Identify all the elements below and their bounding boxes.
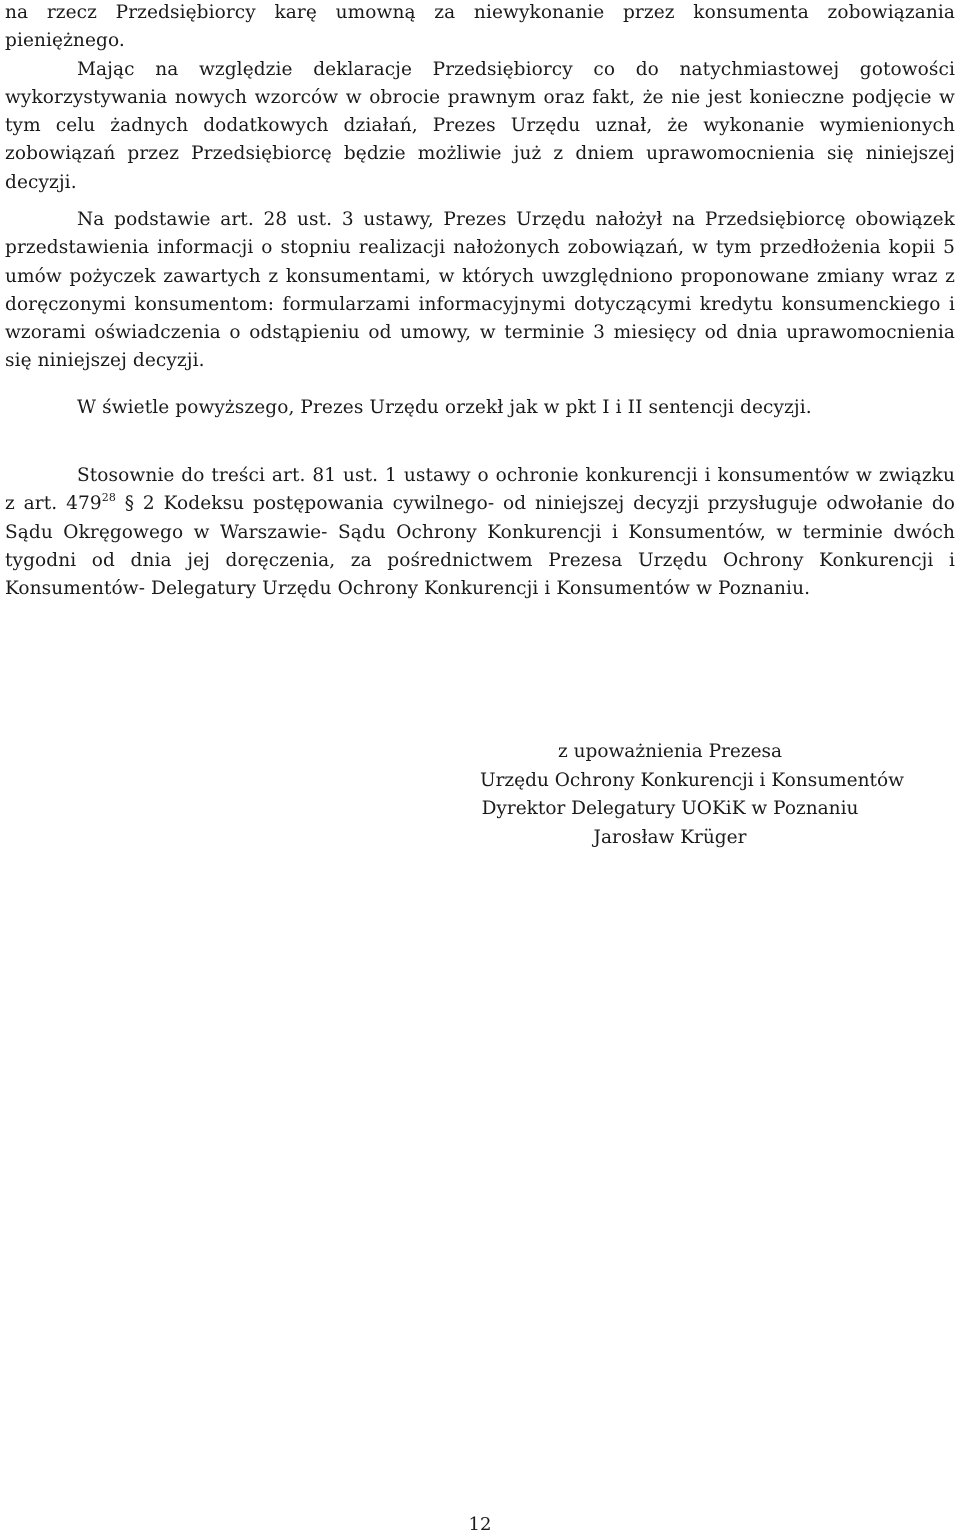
signature-office: Urzędu Ochrony Konkurencji i Konsumentów <box>480 769 904 791</box>
paragraph-2-text: Na podstawie art. 28 ust. 3 ustawy, Prezes Urzędu nałożył na Przedsiębiorcę obowiązek przedstawienia informacji o stopniu realizacji nałożonych zobowiązań, w tym przedłożenia kopii 5 umów pożyczek zawartych z konsumentami, w których uwzględniono proponowane zmiany wraz z doręczonymi konsumentom: formularzami informacyjnymi dotyczącymi kredytu konsumenckiego i wzorami oświadczenia o odstąpieniu od umowy, w terminie 3 miesięcy od dnia uprawomocnienia się niniejszej decyzji. <box>5 209 955 372</box>
paragraph-ruling <box>5 393 955 423</box>
signature-block <box>480 738 904 853</box>
paragraph-contractual-penalty <box>5 0 955 197</box>
paragraph-3-text: W świetle powyższego, Prezes Urzędu orzekł jak w pkt I i II sentencji decyzji. <box>77 397 812 418</box>
article-superscript: 28 <box>101 491 116 505</box>
paragraph-obligation-report <box>5 206 955 376</box>
page-number: 12 <box>468 1514 492 1535</box>
paragraph-1-part-1: na rzecz Przedsiębiorcy karę umowną za niewykonanie przez konsumenta zobowiązania pieniężnego. <box>5 2 955 52</box>
paragraph-4-part-1: Stosownie do treści art. 81 ust. 1 ustawy o ochronie konkurencji i konsumentów w związku z art. 479 <box>5 465 955 515</box>
signature-title: Dyrektor Delegatury UOKiK w Poznaniu <box>481 798 859 820</box>
signature-name: Jarosław Krüger <box>593 827 747 849</box>
signature-authorization: z upoważnienia Prezesa <box>557 741 783 762</box>
paragraph-4-part-2: § 2 Kodeksu postępowania cywilnego- od niniejszej decyzji przysługuje odwołanie do Sądu Okręgowego w Warszawie- Sądu Ochrony Konkurencji i Konsumentów, w terminie dwóch tygodni od dnia jej doręczenia, za pośrednictwem Prezesa Urzędu Ochrony Konkurencji i Konsumentów- Delegatury Urzędu Ochrony Konkurencji i Konsumentów w Poznaniu. <box>5 493 956 600</box>
paragraph-1-part-2: Mając na względzie deklaracje Przedsiębiorcy co do natychmiastowej gotowości wykorzystywania nowych wzorców w obrocie prawnym oraz fakt, że nie jest konieczne podjęcie w tym celu żadnych dodatkowych działań, Prezes Urzędu uznał, że wykonanie wymienionych zobowiązań przez Przedsiębiorcę będzie możliwie już z dniem uprawomocnienia się niniejszej decyzji. <box>5 58 955 193</box>
paragraph-appeal <box>5 462 955 603</box>
